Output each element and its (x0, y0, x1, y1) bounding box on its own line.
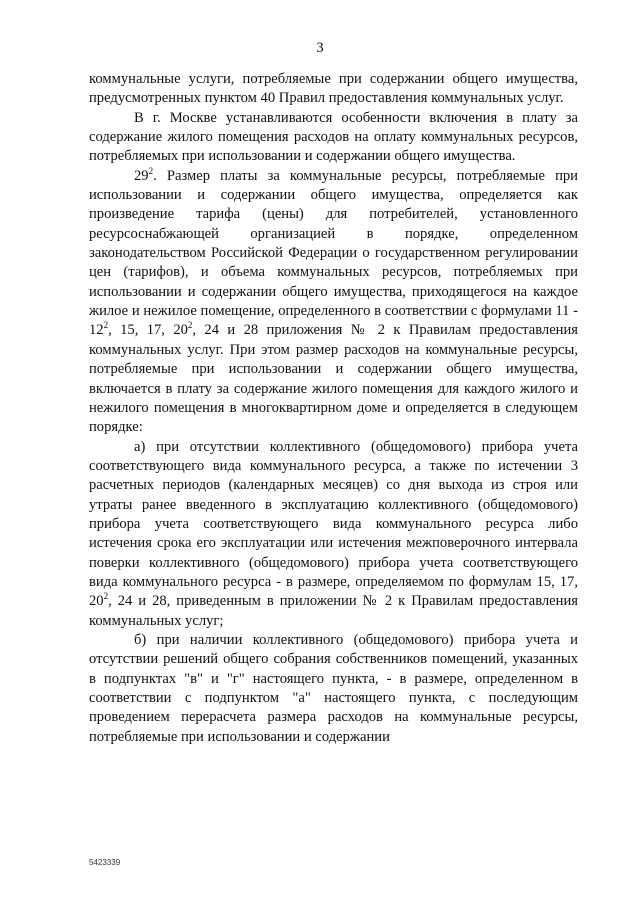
subclause-a-text-part-1: а) при отсутствии коллективного (общедомового) прибора учета соответствующего вида коммунального ресурса, а также по истечении 3 расчетных периодов (календарных месяцев) со дня выхода из строя или утраты ранее введенного в эксплуатацию коллективного (общедомового) прибора учета соответствующего вида коммунального ресурса либо истечения срока его эксплуатации или истечения межповерочного интервала поверки коллективного (общедомового) прибора учета соответствующего вида коммунального ресурса - в размере, определяемом по формулам 15, 17, 20 (89, 438, 578, 610)
clause-number-superscript: 2 (148, 165, 154, 176)
clause-text-part-1: . Размер платы за коммунальные ресурсы, потребляемые при использовании и содержании общего имущества, определяется как произведение тарифа (цены) для потребителей, установленного ресурсоснабжающей организацией в порядке, определенном законодательством Российской Федерации о государственном регулировании цен (тарифов), и объема коммунальных ресурсов, потребляемых при использовании и содержании общего имущества, приходящегося на каждое жилое и нежилое помещение, определенного в соответствии с формулами 11 - 12 (89, 167, 578, 339)
paragraph-moscow: В г. Москве устанавливаются особенности включения в плату за содержание жилого помещения расходов на оплату коммунальных ресурсов, потребляемых при использовании и содержании общего имущества. (89, 109, 578, 165)
paragraph-clause-29-2 (89, 167, 578, 438)
subclause-a-superscript: 2 (103, 591, 109, 602)
clause-text-part-2: , 15, 17, 20 (108, 322, 188, 339)
formula-superscript-1: 2 (103, 320, 109, 331)
document-code: 5423339 (89, 858, 121, 867)
formula-superscript-2: 2 (187, 320, 193, 331)
paragraph-subclause-a (89, 438, 578, 631)
clause-number: 29 (134, 167, 149, 184)
page-number: 3 (316, 40, 324, 56)
subclause-a-text-part-2: , 24 и 28, приведенным в приложении № 2 к Правилам предоставления коммунальных услуг; (89, 593, 578, 629)
document-body (89, 70, 578, 747)
paragraph-subclause-b: б) при наличии коллективного (общедомового) прибора учета и отсутствии решений общего собрания собственников помещений, указанных в подпунктах "в" и "г" настоящего пункта, - в размере, определенном в соответствии с подпунктом "а" настоящего пункта, с последующим проведением перерасчета размера расходов на коммунальные ресурсы, потребляемые при использовании и содержании (89, 631, 578, 745)
clause-text-part-3: , 24 и 28 приложения № 2 к Правилам предоставления коммунальных услуг. При этом размер расходов на коммунальные ресурсы, потребляемые при использовании и содержании общего имущества, включается в плату за содержание жилого помещения для каждого жилого и нежилого помещения в многоквартирном доме и определяется в следующем порядке: (89, 322, 578, 436)
paragraph-continuation: коммунальные услуги, потребляемые при содержании общего имущества, предусмотренных пунктом 40 Правил предоставления коммунальных услуг. (89, 71, 578, 107)
